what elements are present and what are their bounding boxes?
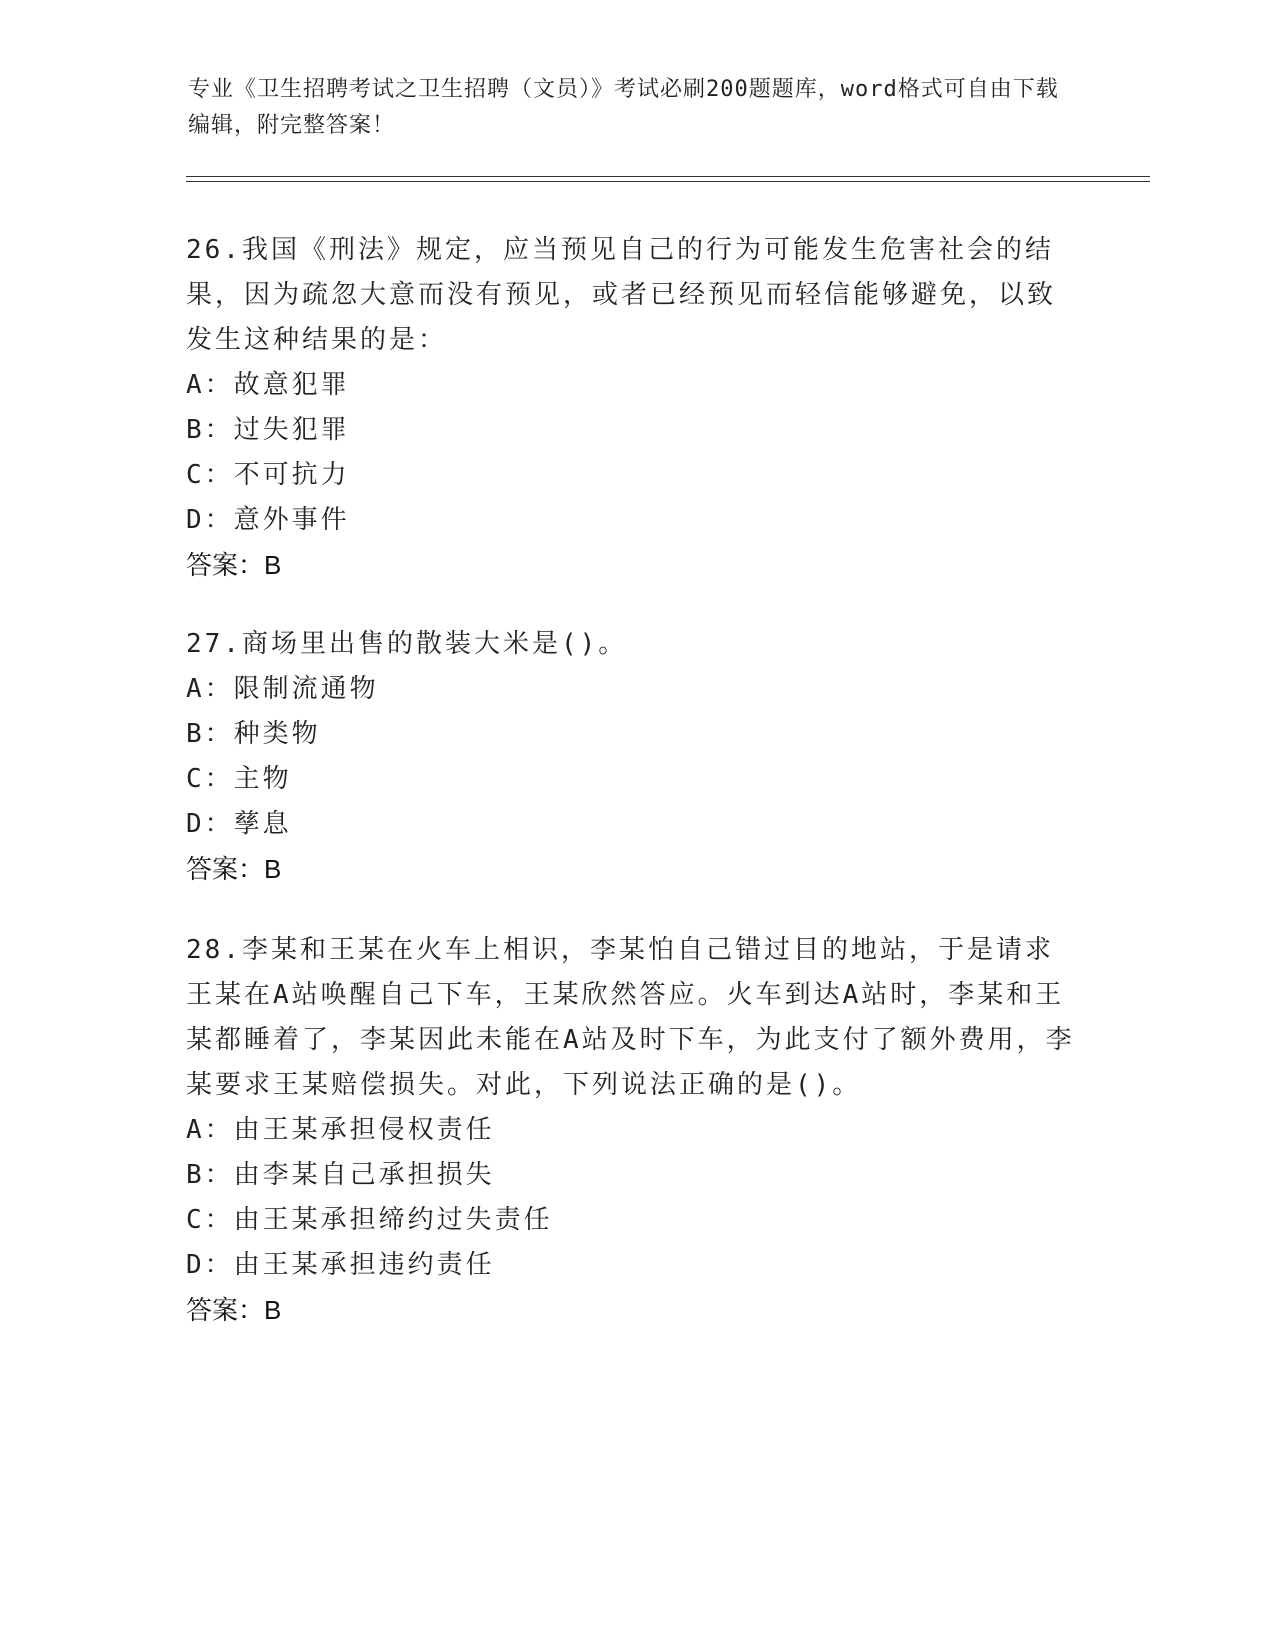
question-28 <box>186 928 1076 1333</box>
option-d: D：孳息 <box>186 809 292 839</box>
question-stem: 26.我国《刑法》规定，应当预见自己的行为可能发生危害社会的结果，因为疏忽大意而没有预见，或者已经预见而轻信能够避免，以致发生这种结果的是： <box>186 235 1057 355</box>
option-d: D：由王某承担违约责任 <box>186 1250 495 1280</box>
question-stem: 27.商场里出售的散装大米是()。 <box>186 629 628 659</box>
header-title: 专业《卫生招聘考试之卫生招聘（文员）》考试必刷200题题库，word格式可自由下载编辑，附完整答案！ <box>188 77 1059 138</box>
question-stem: 28.李某和王某在火车上相识，李某怕自己错过目的地站，于是请求王某在A站唤醒自己下车，王某欣然答应。火车到达A站时，李某和王某都睡着了，李某因此未能在A站及时下车，为此支付了额外费用，李某要求王某赔偿损失。对此，下列说法正确的是()。 <box>186 935 1075 1100</box>
option-b: B：种类物 <box>186 719 321 749</box>
option-b: B：由李某自己承担损失 <box>186 1160 495 1190</box>
question-27 <box>186 622 1076 892</box>
option-c: C：不可抗力 <box>186 460 350 490</box>
option-c: C：由王某承担缔约过失责任 <box>186 1205 553 1235</box>
answer: 答案：B <box>186 854 282 884</box>
option-a: A：由王某承担侵权责任 <box>186 1115 495 1145</box>
question-26 <box>186 228 1076 588</box>
option-c: C：主物 <box>186 764 292 794</box>
option-d: D：意外事件 <box>186 505 350 535</box>
option-b: B：过失犯罪 <box>186 415 350 445</box>
header-divider-top <box>186 176 1150 177</box>
answer: 答案：B <box>186 1295 282 1325</box>
option-a: A：故意犯罪 <box>186 370 350 400</box>
option-a: A：限制流通物 <box>186 674 379 704</box>
header-divider-bottom <box>186 181 1150 182</box>
answer: 答案：B <box>186 550 282 580</box>
